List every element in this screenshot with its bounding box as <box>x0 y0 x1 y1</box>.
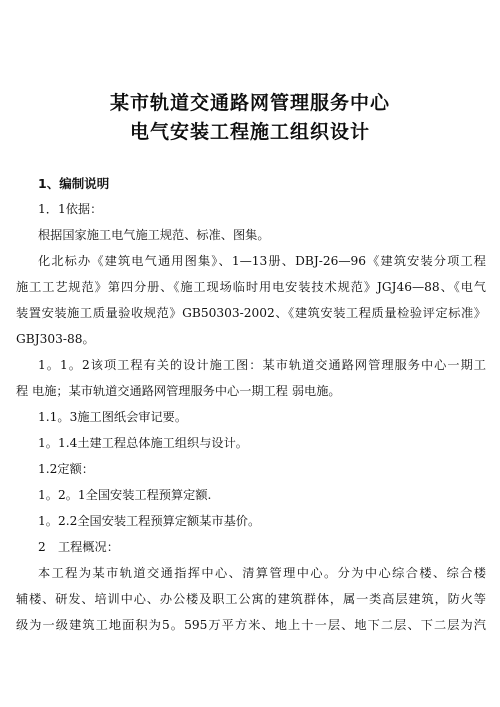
paragraph-line: 本工程为某市轨道交通指挥中心、清算管理中心。分为中心综合楼、综合楼 <box>38 566 486 580</box>
paragraph-line: 1。1.4土建工程总体施工组织与设计。 <box>38 436 248 450</box>
paragraph-line: 1。2.2全国安装工程预算定额某市基价。 <box>38 514 261 528</box>
paragraph-line: 程 电施；某市轨道交通路网管理服务中心一期工程 弱电施。 <box>16 384 341 398</box>
paragraph-line: 1.1。3施工图纸会审记要。 <box>38 410 188 424</box>
document-subtitle: 电气安装工程施工组织设计 <box>129 121 370 143</box>
paragraph-line: 级为一级建筑工地面积为5。595万平方米、地上十一层、地下二层、下二层为汽 <box>16 618 486 632</box>
paragraph-line: GBJ303-88。 <box>16 332 95 346</box>
paragraph-line: 1。2。1全国安装工程预算定额. <box>38 488 212 502</box>
section-heading-1: 1、编制说明 <box>38 176 110 191</box>
paragraph-line: 根据国家施工电气施工规范、标准、图集。 <box>38 228 270 242</box>
paragraph-line: 辅楼、研发、培训中心、办公楼及职工公寓的建筑群体，属一类高层建筑，防火等 <box>16 592 486 606</box>
paragraph-line: 1。1。2该项工程有关的设计施工图：某市轨道交通路网管理服务中心一期工 <box>38 358 486 372</box>
paragraph-line: 装置安装施工质量验收规范》GB50303-2002、《建筑安装工程质量检验评定标准》 <box>16 306 486 320</box>
subsection-heading: 1．1依据： <box>38 202 103 216</box>
document-title: 某市轨道交通路网管理服务中心 <box>109 92 390 114</box>
subsection-heading: 1.2定额： <box>38 462 94 476</box>
paragraph-line: 化北标办《建筑电气通用图集》、1—13册、DBJ-26—96《建筑安装分项工程 <box>38 254 486 268</box>
section-heading-2: 2 工程概况： <box>38 540 119 554</box>
paragraph-line: 施工工艺规范》第四分册、《施工现场临时用电安装技术规范》JGJ46—88、《电气 <box>16 280 486 294</box>
